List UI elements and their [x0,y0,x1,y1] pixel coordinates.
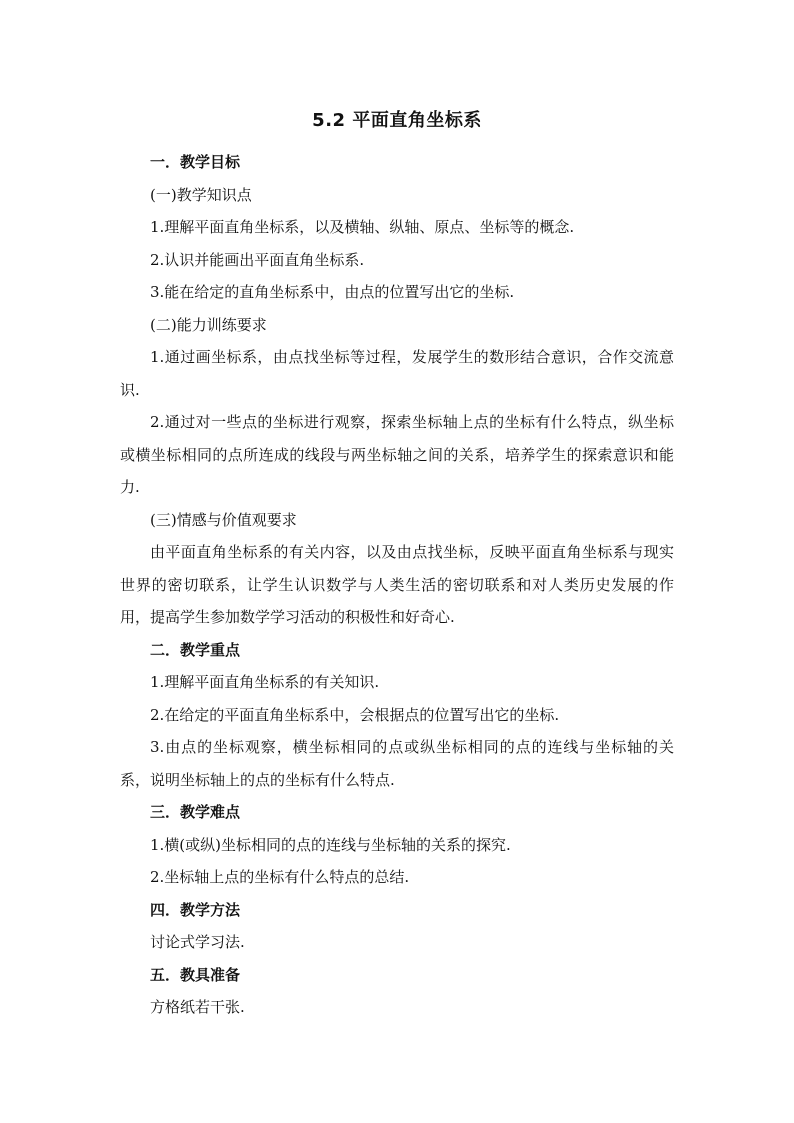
knowledge-item-3: 3.能在给定的直角坐标系中，由点的位置写出它的坐标. [150,283,515,301]
section-heading-materials: 五．教具准备 [150,965,241,984]
methods-text: 讨论式学习法. [150,933,245,951]
document-title: 5.2 平面直角坐标系 [312,110,482,131]
subheading-knowledge-points: (一)教学知识点 [150,185,252,204]
values-paragraph: 由平面直角坐标系的有关内容，以及由点找坐标，反映平面直角坐标系与现实世界的密切联系，让学生认识数学与人类生活的密切联系和对人类历史发展的作用，提高学生参加数学学习活动的积极性和好奇心. [120,543,674,626]
section-heading-difficulties: 三．教学难点 [150,803,241,821]
key-point-item-3: 3.由点的坐标观察，横坐标相同的点或纵坐标相同的点的连线与坐标轴的关系，说明坐标轴上的点的坐标有什么特点. [120,738,674,789]
ability-item-2: 2.通过对一些点的坐标进行观察，探索坐标轴上点的坐标有什么特点，纵坐标或横坐标相同的点所连成的线段与两坐标轴之间的关系，培养学生的探索意识和能力. [120,413,674,496]
difficulty-item-1: 1.横(或纵)坐标相同的点的连线与坐标轴的关系的探究. [150,835,511,854]
section-heading-methods: 四．教学方法 [150,900,241,919]
subheading-ability-requirements: (二)能力训练要求 [150,315,267,334]
document-body [120,146,674,1024]
key-point-item-1: 1.理解平面直角坐标系的有关知识. [150,673,380,691]
key-point-item-2: 2.在给定的平面直角坐标系中，会根据点的位置写出它的坐标. [150,705,560,724]
subheading-values-requirements: (三)情感与价值观要求 [150,510,297,529]
knowledge-item-2: 2.认识并能画出平面直角坐标系. [150,250,365,269]
difficulty-item-2: 2.坐标轴上点的坐标有什么特点的总结. [150,868,410,886]
ability-item-1: 1.通过画坐标系，由点找坐标等过程，发展学生的数形结合意识，合作交流意识. [120,348,674,399]
section-heading-objectives: 一．教学目标 [150,153,241,171]
materials-text: 方格纸若干张. [150,998,245,1016]
section-heading-key-points: 二．教学重点 [150,640,241,659]
knowledge-item-1: 1.理解平面直角坐标系，以及横轴、纵轴、原点、坐标等的概念. [150,218,575,236]
